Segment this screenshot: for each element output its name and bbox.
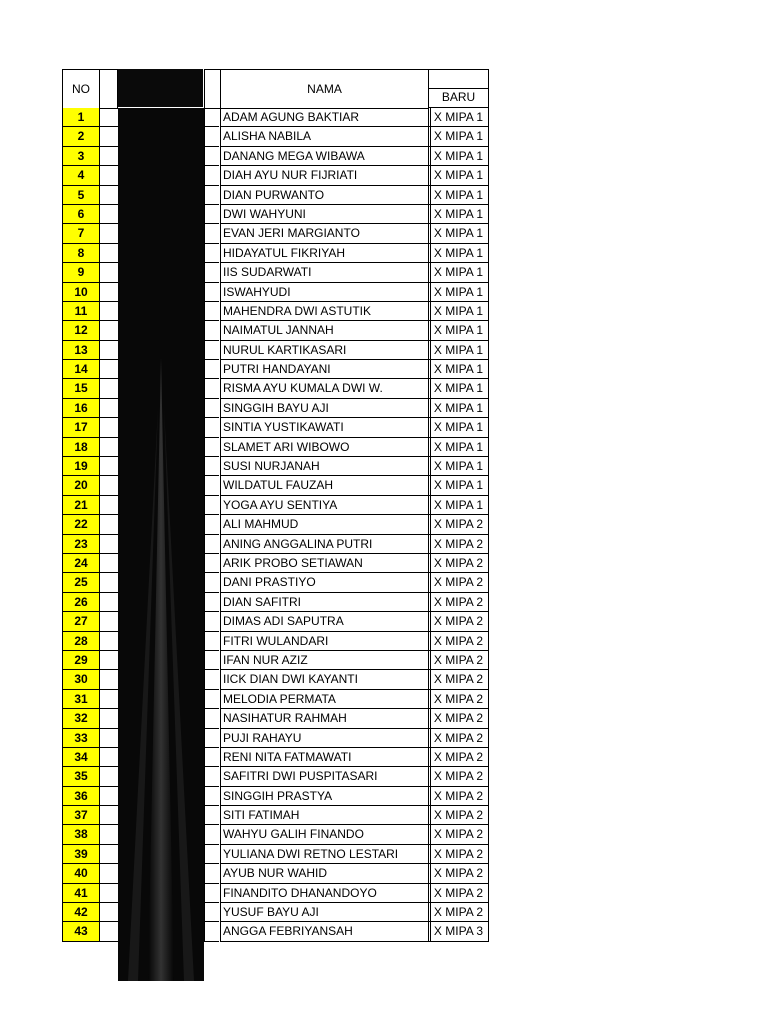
row-class-cell[interactable]: X MIPA 2 (428, 787, 489, 806)
row-blank-cell[interactable] (100, 884, 118, 903)
row-number-cell[interactable]: 18 (62, 438, 100, 457)
row-name-cell[interactable]: SITI FATIMAH (220, 806, 431, 825)
row-name-cell[interactable]: RENI NITA FATMAWATI (220, 748, 431, 767)
row-blank-cell-2[interactable] (204, 535, 219, 554)
row-class-cell[interactable]: X MIPA 2 (428, 884, 489, 903)
row-class-cell[interactable]: X MIPA 2 (428, 709, 489, 728)
row-class-cell[interactable]: X MIPA 1 (428, 186, 489, 205)
row-blank-cell[interactable] (100, 244, 118, 263)
row-blank-cell[interactable] (100, 690, 118, 709)
row-name-cell[interactable]: SINGGIH PRASTYA (220, 787, 431, 806)
row-class-cell[interactable]: X MIPA 1 (428, 127, 489, 146)
row-name-cell[interactable]: SAFITRI DWI PUSPITASARI (220, 767, 431, 786)
row-class-cell[interactable]: X MIPA 1 (428, 321, 489, 340)
row-name-cell[interactable]: ARIK PROBO SETIAWAN (220, 554, 431, 573)
row-class-cell[interactable]: X MIPA 2 (428, 651, 489, 670)
row-name-cell[interactable]: AYUB NUR WAHID (220, 864, 431, 883)
row-blank-cell-2[interactable] (204, 709, 219, 728)
row-blank-cell-2[interactable] (204, 476, 219, 495)
row-name-cell[interactable]: RISMA AYU KUMALA DWI W. (220, 379, 431, 398)
row-blank-cell-2[interactable] (204, 457, 219, 476)
row-class-cell[interactable]: X MIPA 1 (428, 283, 489, 302)
row-blank-cell[interactable] (100, 593, 118, 612)
row-number-cell[interactable]: 9 (62, 263, 100, 282)
row-number-cell[interactable]: 42 (62, 903, 100, 922)
row-number-cell[interactable]: 13 (62, 341, 100, 360)
row-name-cell[interactable]: FITRI WULANDARI (220, 632, 431, 651)
row-number-cell[interactable]: 1 (62, 108, 100, 127)
row-name-cell[interactable]: DIAN SAFITRI (220, 593, 431, 612)
row-name-cell[interactable]: PUJI RAHAYU (220, 729, 431, 748)
row-blank-cell[interactable] (100, 496, 118, 515)
row-blank-cell-2[interactable] (204, 651, 219, 670)
row-name-cell[interactable]: FINANDITO DHANANDOYO (220, 884, 431, 903)
row-class-cell[interactable]: X MIPA 2 (428, 729, 489, 748)
row-blank-cell[interactable] (100, 670, 118, 689)
row-number-cell[interactable]: 22 (62, 515, 100, 534)
row-number-cell[interactable]: 25 (62, 573, 100, 592)
row-blank-cell[interactable] (100, 515, 118, 534)
row-name-cell[interactable]: NASIHATUR RAHMAH (220, 709, 431, 728)
redacted-header-cell (118, 69, 203, 107)
row-blank-cell[interactable] (100, 457, 118, 476)
row-blank-cell-2[interactable] (204, 845, 219, 864)
row-name-cell[interactable]: NURUL KARTIKASARI (220, 341, 431, 360)
row-number-cell[interactable]: 15 (62, 379, 100, 398)
row-blank-cell[interactable] (100, 186, 118, 205)
row-blank-cell[interactable] (100, 127, 118, 146)
row-blank-cell[interactable] (100, 147, 118, 166)
row-blank-cell-2[interactable] (204, 147, 219, 166)
row-class-cell[interactable]: X MIPA 1 (428, 418, 489, 437)
row-blank-cell-2[interactable] (204, 127, 219, 146)
row-blank-cell[interactable] (100, 166, 118, 185)
row-number-cell[interactable]: 4 (62, 166, 100, 185)
row-blank-cell-2[interactable] (204, 418, 219, 437)
row-name-cell[interactable]: WAHYU GALIH FINANDO (220, 825, 431, 844)
row-blank-cell-2[interactable] (204, 729, 219, 748)
row-blank-cell-2[interactable] (204, 573, 219, 592)
row-blank-cell[interactable] (100, 632, 118, 651)
row-name-cell[interactable]: ADAM AGUNG BAKTIAR (220, 108, 431, 127)
row-class-cell[interactable]: X MIPA 2 (428, 903, 489, 922)
row-class-cell[interactable]: X MIPA 2 (428, 535, 489, 554)
row-number-cell[interactable]: 35 (62, 767, 100, 786)
row-class-cell[interactable]: X MIPA 1 (428, 263, 489, 282)
row-name-cell[interactable]: DIMAS ADI SAPUTRA (220, 612, 431, 631)
row-class-cell[interactable]: X MIPA 2 (428, 845, 489, 864)
row-class-cell[interactable]: X MIPA 3 (428, 922, 489, 941)
row-name-cell[interactable]: WILDATUL FAUZAH (220, 476, 431, 495)
row-blank-cell[interactable] (100, 573, 118, 592)
row-blank-cell[interactable] (100, 845, 118, 864)
header-blank-cell[interactable] (99, 69, 118, 109)
row-blank-cell-2[interactable] (204, 922, 219, 941)
row-name-cell[interactable]: YULIANA DWI RETNO LESTARI (220, 845, 431, 864)
row-number-cell[interactable]: 7 (62, 224, 100, 243)
row-name-cell[interactable]: IFAN NUR AZIZ (220, 651, 431, 670)
row-blank-cell-2[interactable] (204, 496, 219, 515)
row-name-cell[interactable]: DIAH AYU NUR FIJRIATI (220, 166, 431, 185)
row-blank-cell-2[interactable] (204, 632, 219, 651)
header-baru-cell[interactable] (428, 88, 489, 108)
row-number-cell[interactable]: 20 (62, 476, 100, 495)
row-name-cell[interactable]: DIAN PURWANTO (220, 186, 431, 205)
row-blank-cell[interactable] (100, 864, 118, 883)
row-blank-cell[interactable] (100, 748, 118, 767)
row-name-cell[interactable]: ALI MAHMUD (220, 515, 431, 534)
header-blank-cell-2[interactable] (204, 69, 221, 109)
row-blank-cell-2[interactable] (204, 554, 219, 573)
row-name-cell[interactable]: YOGA AYU SENTIYA (220, 496, 431, 515)
row-blank-cell[interactable] (100, 263, 118, 282)
row-name-cell[interactable]: SUSI NURJANAH (220, 457, 431, 476)
row-blank-cell-2[interactable] (204, 787, 219, 806)
row-number-cell[interactable]: 12 (62, 321, 100, 340)
row-blank-cell-2[interactable] (204, 283, 219, 302)
header-nama: NAMA (307, 82, 342, 96)
row-blank-cell-2[interactable] (204, 864, 219, 883)
row-blank-cell-2[interactable] (204, 224, 219, 243)
row-name-cell[interactable]: HIDAYATUL FIKRIYAH (220, 244, 431, 263)
row-blank-cell[interactable] (100, 108, 118, 127)
row-number-cell[interactable]: 26 (62, 593, 100, 612)
row-class-cell[interactable]: X MIPA 2 (428, 748, 489, 767)
row-blank-cell[interactable] (100, 438, 118, 457)
row-blank-cell-2[interactable] (204, 205, 219, 224)
row-blank-cell-2[interactable] (204, 612, 219, 631)
row-name-cell[interactable]: DANI PRASTIYO (220, 573, 431, 592)
row-blank-cell[interactable] (100, 767, 118, 786)
row-blank-cell-2[interactable] (204, 379, 219, 398)
row-class-cell[interactable]: X MIPA 1 (428, 302, 489, 321)
row-number-cell[interactable]: 32 (62, 709, 100, 728)
row-blank-cell[interactable] (100, 651, 118, 670)
row-class-cell[interactable]: X MIPA 1 (428, 108, 489, 127)
row-blank-cell[interactable] (100, 476, 118, 495)
row-blank-cell-2[interactable] (204, 263, 219, 282)
row-class-cell[interactable]: X MIPA 2 (428, 670, 489, 689)
row-blank-cell[interactable] (100, 787, 118, 806)
row-blank-cell[interactable] (100, 302, 118, 321)
row-blank-cell-2[interactable] (204, 515, 219, 534)
row-blank-cell-2[interactable] (204, 399, 219, 418)
row-blank-cell[interactable] (100, 321, 118, 340)
row-blank-cell[interactable] (100, 922, 118, 941)
row-class-cell[interactable]: X MIPA 1 (428, 399, 489, 418)
row-name-cell[interactable]: DANANG MEGA WIBAWA (220, 147, 431, 166)
row-blank-cell-2[interactable] (204, 748, 219, 767)
row-number-cell[interactable]: 17 (62, 418, 100, 437)
row-class-cell[interactable]: X MIPA 1 (428, 457, 489, 476)
row-blank-cell[interactable] (100, 341, 118, 360)
row-blank-cell-2[interactable] (204, 670, 219, 689)
row-blank-cell-2[interactable] (204, 166, 219, 185)
row-number-cell[interactable]: 10 (62, 283, 100, 302)
row-class-cell[interactable]: X MIPA 2 (428, 690, 489, 709)
row-class-cell[interactable]: X MIPA 1 (428, 379, 489, 398)
row-class-cell[interactable]: X MIPA 2 (428, 864, 489, 883)
row-number-cell[interactable]: 23 (62, 535, 100, 554)
row-class-cell[interactable]: X MIPA 1 (428, 341, 489, 360)
row-number-cell[interactable]: 43 (62, 922, 100, 941)
row-blank-cell-2[interactable] (204, 108, 219, 127)
row-number-cell[interactable]: 40 (62, 864, 100, 883)
row-number-cell[interactable]: 5 (62, 186, 100, 205)
row-name-cell[interactable]: ANING ANGGALINA PUTRI (220, 535, 431, 554)
row-blank-cell[interactable] (100, 709, 118, 728)
row-number-cell[interactable]: 34 (62, 748, 100, 767)
row-blank-cell-2[interactable] (204, 186, 219, 205)
row-blank-cell[interactable] (100, 729, 118, 748)
row-blank-cell[interactable] (100, 399, 118, 418)
row-name-cell[interactable]: NAIMATUL JANNAH (220, 321, 431, 340)
row-number-cell[interactable]: 39 (62, 845, 100, 864)
row-blank-cell-2[interactable] (204, 767, 219, 786)
row-number-cell[interactable]: 38 (62, 825, 100, 844)
row-number-cell[interactable]: 41 (62, 884, 100, 903)
row-number-cell[interactable]: 28 (62, 632, 100, 651)
header-no-cell[interactable] (62, 69, 100, 109)
row-blank-cell[interactable] (100, 360, 118, 379)
row-blank-cell[interactable] (100, 224, 118, 243)
row-number-cell[interactable]: 14 (62, 360, 100, 379)
row-class-cell[interactable]: X MIPA 1 (428, 496, 489, 515)
row-class-cell[interactable]: X MIPA 1 (428, 476, 489, 495)
row-number-cell[interactable]: 19 (62, 457, 100, 476)
row-name-cell[interactable]: MAHENDRA DWI ASTUTIK (220, 302, 431, 321)
row-number-cell[interactable]: 6 (62, 205, 100, 224)
row-blank-cell-2[interactable] (204, 806, 219, 825)
row-number-cell[interactable]: 27 (62, 612, 100, 631)
row-blank-cell-2[interactable] (204, 360, 219, 379)
row-name-cell[interactable]: EVAN JERI MARGIANTO (220, 224, 431, 243)
header-class-group-cell[interactable] (428, 69, 489, 89)
row-number-cell[interactable]: 31 (62, 690, 100, 709)
header-no: NO (72, 82, 90, 96)
row-number-cell[interactable]: 24 (62, 554, 100, 573)
row-blank-cell[interactable] (100, 554, 118, 573)
row-blank-cell-2[interactable] (204, 825, 219, 844)
row-class-cell[interactable]: X MIPA 1 (428, 205, 489, 224)
row-class-cell[interactable]: X MIPA 2 (428, 573, 489, 592)
row-name-cell[interactable]: MELODIA PERMATA (220, 690, 431, 709)
row-class-cell[interactable]: X MIPA 1 (428, 438, 489, 457)
student-table (62, 69, 489, 942)
row-number-cell[interactable]: 37 (62, 806, 100, 825)
row-number-cell[interactable]: 36 (62, 787, 100, 806)
row-name-cell[interactable]: SLAMET ARI WIBOWO (220, 438, 431, 457)
row-class-cell[interactable]: X MIPA 1 (428, 360, 489, 379)
row-class-cell[interactable]: X MIPA 2 (428, 632, 489, 651)
row-blank-cell-2[interactable] (204, 903, 219, 922)
row-blank-cell-2[interactable] (204, 884, 219, 903)
row-blank-cell[interactable] (100, 205, 118, 224)
row-number-cell[interactable]: 21 (62, 496, 100, 515)
row-blank-cell[interactable] (100, 806, 118, 825)
table-body (62, 108, 489, 942)
row-number-cell[interactable]: 16 (62, 399, 100, 418)
row-number-cell[interactable]: 11 (62, 302, 100, 321)
row-number-cell[interactable]: 33 (62, 729, 100, 748)
row-name-cell[interactable]: DWI WAHYUNI (220, 205, 431, 224)
row-blank-cell-2[interactable] (204, 438, 219, 457)
row-blank-cell-2[interactable] (204, 321, 219, 340)
header-baru: BARU (441, 90, 476, 104)
row-class-cell[interactable]: X MIPA 2 (428, 767, 489, 786)
row-blank-cell-2[interactable] (204, 341, 219, 360)
row-blank-cell[interactable] (100, 612, 118, 631)
row-blank-cell[interactable] (100, 283, 118, 302)
row-class-cell[interactable]: X MIPA 2 (428, 554, 489, 573)
redaction-block (118, 108, 204, 981)
row-name-cell[interactable]: SINTIA YUSTIKAWATI (220, 418, 431, 437)
row-class-cell[interactable]: X MIPA 2 (428, 612, 489, 631)
row-number-cell[interactable]: 30 (62, 670, 100, 689)
row-number-cell[interactable]: 8 (62, 244, 100, 263)
row-name-cell[interactable]: IICK DIAN DWI KAYANTI (220, 670, 431, 689)
row-name-cell[interactable]: PUTRI HANDAYANI (220, 360, 431, 379)
row-class-cell[interactable]: X MIPA 1 (428, 166, 489, 185)
row-number-cell[interactable]: 29 (62, 651, 100, 670)
row-number-cell[interactable]: 3 (62, 147, 100, 166)
row-blank-cell[interactable] (100, 903, 118, 922)
row-name-cell[interactable]: YUSUF BAYU AJI (220, 903, 431, 922)
row-class-cell[interactable]: X MIPA 1 (428, 147, 489, 166)
row-blank-cell[interactable] (100, 379, 118, 398)
row-name-cell[interactable]: ISWAHYUDI (220, 283, 431, 302)
row-blank-cell-2[interactable] (204, 690, 219, 709)
row-class-cell[interactable]: X MIPA 2 (428, 806, 489, 825)
table-header (62, 69, 489, 108)
row-blank-cell-2[interactable] (204, 593, 219, 612)
row-number-cell[interactable]: 2 (62, 127, 100, 146)
row-name-cell[interactable]: ANGGA FEBRIYANSAH (220, 922, 431, 941)
row-class-cell[interactable]: X MIPA 2 (428, 515, 489, 534)
row-class-cell[interactable]: X MIPA 2 (428, 825, 489, 844)
row-name-cell[interactable]: IIS SUDARWATI (220, 263, 431, 282)
row-blank-cell-2[interactable] (204, 244, 219, 263)
row-blank-cell-2[interactable] (204, 302, 219, 321)
row-blank-cell[interactable] (100, 825, 118, 844)
row-blank-cell[interactable] (100, 535, 118, 554)
header-nama-cell[interactable] (220, 69, 429, 109)
row-name-cell[interactable]: ALISHA NABILA (220, 127, 431, 146)
row-blank-cell[interactable] (100, 418, 118, 437)
row-name-cell[interactable]: SINGGIH BAYU AJI (220, 399, 431, 418)
row-class-cell[interactable]: X MIPA 2 (428, 593, 489, 612)
row-class-cell[interactable]: X MIPA 1 (428, 224, 489, 243)
row-class-cell[interactable]: X MIPA 1 (428, 244, 489, 263)
